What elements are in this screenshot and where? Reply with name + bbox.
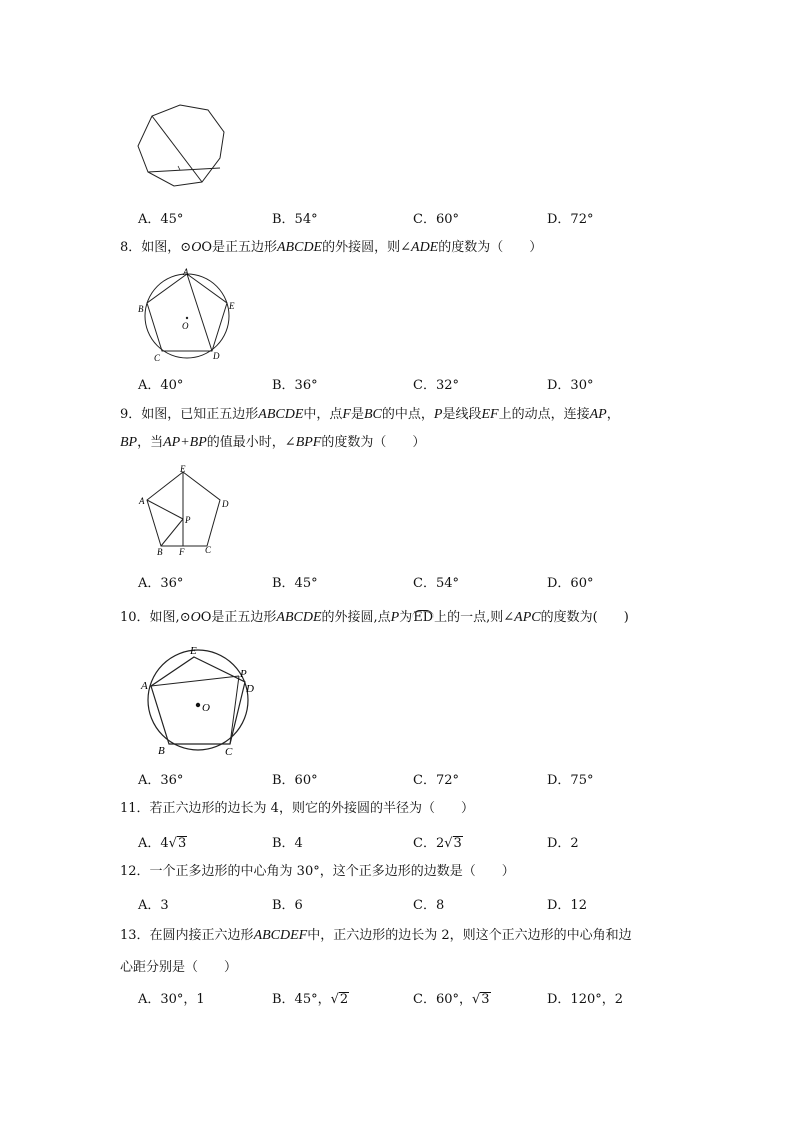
option-a[interactable]: A．36° xyxy=(138,773,184,788)
label-c: C xyxy=(205,545,212,555)
q9-text: AP+BP xyxy=(163,435,207,450)
sqrt-icon: √ xyxy=(472,992,481,1007)
q9-text: 如图，已知正五边形 xyxy=(141,407,259,422)
q13-options xyxy=(138,988,698,1008)
option-b[interactable]: B．4 xyxy=(272,836,303,851)
q13-text: ABCDEF xyxy=(253,928,308,943)
q8-text: 的度数为（ ） xyxy=(438,240,543,255)
option-c[interactable] xyxy=(413,988,491,1007)
option-a[interactable]: A．36° xyxy=(138,576,184,591)
label-c: C xyxy=(154,353,161,363)
q10-pentagon-figure xyxy=(138,640,264,760)
option-b[interactable] xyxy=(272,988,349,1007)
q10-text: ABCDE xyxy=(276,610,322,625)
label-p: P xyxy=(185,515,191,525)
q9-text: BC xyxy=(364,407,382,422)
q10-text: 为 xyxy=(399,610,413,625)
circle-dot-icon: ⊙ xyxy=(180,240,192,255)
q8-text-o: O xyxy=(191,240,202,255)
option-c[interactable]: C．54° xyxy=(413,576,459,591)
label-d: D xyxy=(222,499,229,509)
q13-line-1 xyxy=(120,920,680,952)
q8-question xyxy=(120,234,680,262)
option-b[interactable]: B．36° xyxy=(272,378,318,393)
option-d[interactable]: D．2 xyxy=(547,836,579,851)
option-c[interactable]: C．72° xyxy=(413,773,459,788)
q8-options xyxy=(138,374,698,394)
label-o: O xyxy=(202,702,210,714)
q9-text: ， xyxy=(606,407,620,422)
label-e: E xyxy=(229,301,235,311)
q9-pentagon-figure xyxy=(136,464,242,558)
q9-text: 中，点 xyxy=(303,407,343,422)
q10-text: O是正五边形 xyxy=(200,610,277,625)
radicand: 3 xyxy=(453,836,462,851)
option-c-text: C．2 xyxy=(413,836,445,851)
q10-text: 的外接圆,点 xyxy=(321,610,391,625)
option-c[interactable]: C．60° xyxy=(413,212,459,227)
option-d[interactable]: D．120°，2 xyxy=(547,992,624,1007)
option-c[interactable] xyxy=(413,832,463,851)
label-o: O xyxy=(182,321,189,331)
q12-options xyxy=(138,894,698,914)
label-c: C xyxy=(225,746,233,758)
option-d[interactable]: D．72° xyxy=(547,212,594,227)
q9-text: ，当 xyxy=(137,435,164,450)
q8-pentagon-figure xyxy=(134,266,244,364)
q7-nonagon-figure xyxy=(134,100,230,192)
option-a[interactable]: A．3 xyxy=(138,898,169,913)
q9-text: 是 xyxy=(350,407,364,422)
q10-options xyxy=(138,769,698,789)
label-a: A xyxy=(183,267,189,277)
label-e: E xyxy=(190,645,197,657)
q9-text: EF xyxy=(481,407,499,422)
label-p: P xyxy=(240,668,247,680)
q9-text: BPF xyxy=(295,435,322,450)
q8-text: 的外接圆，则∠ xyxy=(322,240,412,255)
label-b: B xyxy=(138,304,144,314)
q10-text: 如图, xyxy=(149,610,180,625)
q13-text: 中，正六边形的边长为 2，则这个正六边形的中心角和边 xyxy=(307,928,632,943)
q9-text: 是线段 xyxy=(442,407,482,422)
option-a-text: A．4 xyxy=(138,836,169,851)
label-b: B xyxy=(158,745,165,757)
q13-text: 在圆内接正六边形 xyxy=(149,928,254,943)
q10-text: 的度数为( ) xyxy=(540,610,629,625)
q10-text: P xyxy=(390,610,400,625)
option-c-text: C．60°， xyxy=(413,992,472,1007)
q9-line-2 xyxy=(120,429,680,457)
sqrt-icon: √ xyxy=(168,836,177,851)
q10-text-o: O xyxy=(190,610,201,625)
q13-number: 13． xyxy=(120,928,150,943)
q12-question: 12．一个正多边形的中心角为 30°，这个正多边形的边数是（ ） xyxy=(120,864,515,879)
option-c[interactable]: C．32° xyxy=(413,378,459,393)
label-f: F xyxy=(179,547,185,557)
sqrt-icon: √ xyxy=(444,836,453,851)
option-d[interactable]: D．75° xyxy=(547,773,594,788)
label-b: B xyxy=(157,547,163,557)
q13-question xyxy=(120,920,680,984)
q8-text: 如图， xyxy=(141,240,181,255)
q9-text: 上的动点，连接 xyxy=(498,407,590,422)
q10-text: APC xyxy=(514,610,541,625)
q9-text: 的中点， xyxy=(381,407,434,422)
q8-number: 8． xyxy=(120,240,142,255)
option-a[interactable] xyxy=(138,832,187,851)
q9-number: 9． xyxy=(120,407,142,422)
q7-options xyxy=(138,208,698,228)
q9-text: ABCDE xyxy=(258,407,304,422)
option-d[interactable]: D．30° xyxy=(547,378,594,393)
option-b[interactable]: B．54° xyxy=(272,212,318,227)
label-d: D xyxy=(246,683,254,695)
q9-text: AP xyxy=(589,407,607,422)
option-b[interactable]: B．45° xyxy=(272,576,318,591)
q9-line-1 xyxy=(120,401,680,429)
option-d[interactable]: D．60° xyxy=(547,576,594,591)
option-a[interactable]: A．30°，1 xyxy=(138,992,205,1007)
option-b-text: B．45°， xyxy=(272,992,331,1007)
label-e: E xyxy=(180,464,186,474)
arc-ed: ED xyxy=(413,610,434,625)
option-c[interactable]: C．8 xyxy=(413,898,445,913)
q9-text: BP xyxy=(120,435,138,450)
q11-options xyxy=(138,832,698,852)
label-d: D xyxy=(213,351,220,361)
q10-question xyxy=(120,604,690,632)
option-d[interactable]: D．12 xyxy=(547,898,587,913)
radicand: 2 xyxy=(339,992,349,1007)
q11-question: 11．若正六边形的边长为 4，则它的外接圆的半径为（ ） xyxy=(120,801,474,816)
option-b[interactable]: B．60° xyxy=(272,773,318,788)
q9-options xyxy=(138,572,698,592)
q9-text: 的度数为（ ） xyxy=(321,435,426,450)
option-b[interactable]: B．6 xyxy=(272,898,303,913)
label-a: A xyxy=(141,680,148,692)
q8-text: O是正五边形 xyxy=(201,240,277,255)
q9-question xyxy=(120,401,680,457)
q9-text: F xyxy=(342,407,351,422)
q10-text: 上的一点,则∠ xyxy=(434,610,515,625)
q8-text: ABCDE xyxy=(277,240,323,255)
radicand: 3 xyxy=(177,836,187,851)
radicand: 3 xyxy=(481,992,490,1007)
option-a[interactable]: A．40° xyxy=(138,378,184,393)
q8-text: ADE xyxy=(411,240,439,255)
label-a: A xyxy=(139,496,145,506)
sqrt-icon: √ xyxy=(330,992,339,1007)
q9-text: P xyxy=(433,407,443,422)
q9-text: 的值最小时，∠ xyxy=(206,435,296,450)
q10-number: 10． xyxy=(120,610,150,625)
q13-line-2: 心距分别是（ ） xyxy=(120,960,238,975)
option-a[interactable]: A．45° xyxy=(138,212,184,227)
circle-dot-icon: ⊙ xyxy=(179,610,191,625)
